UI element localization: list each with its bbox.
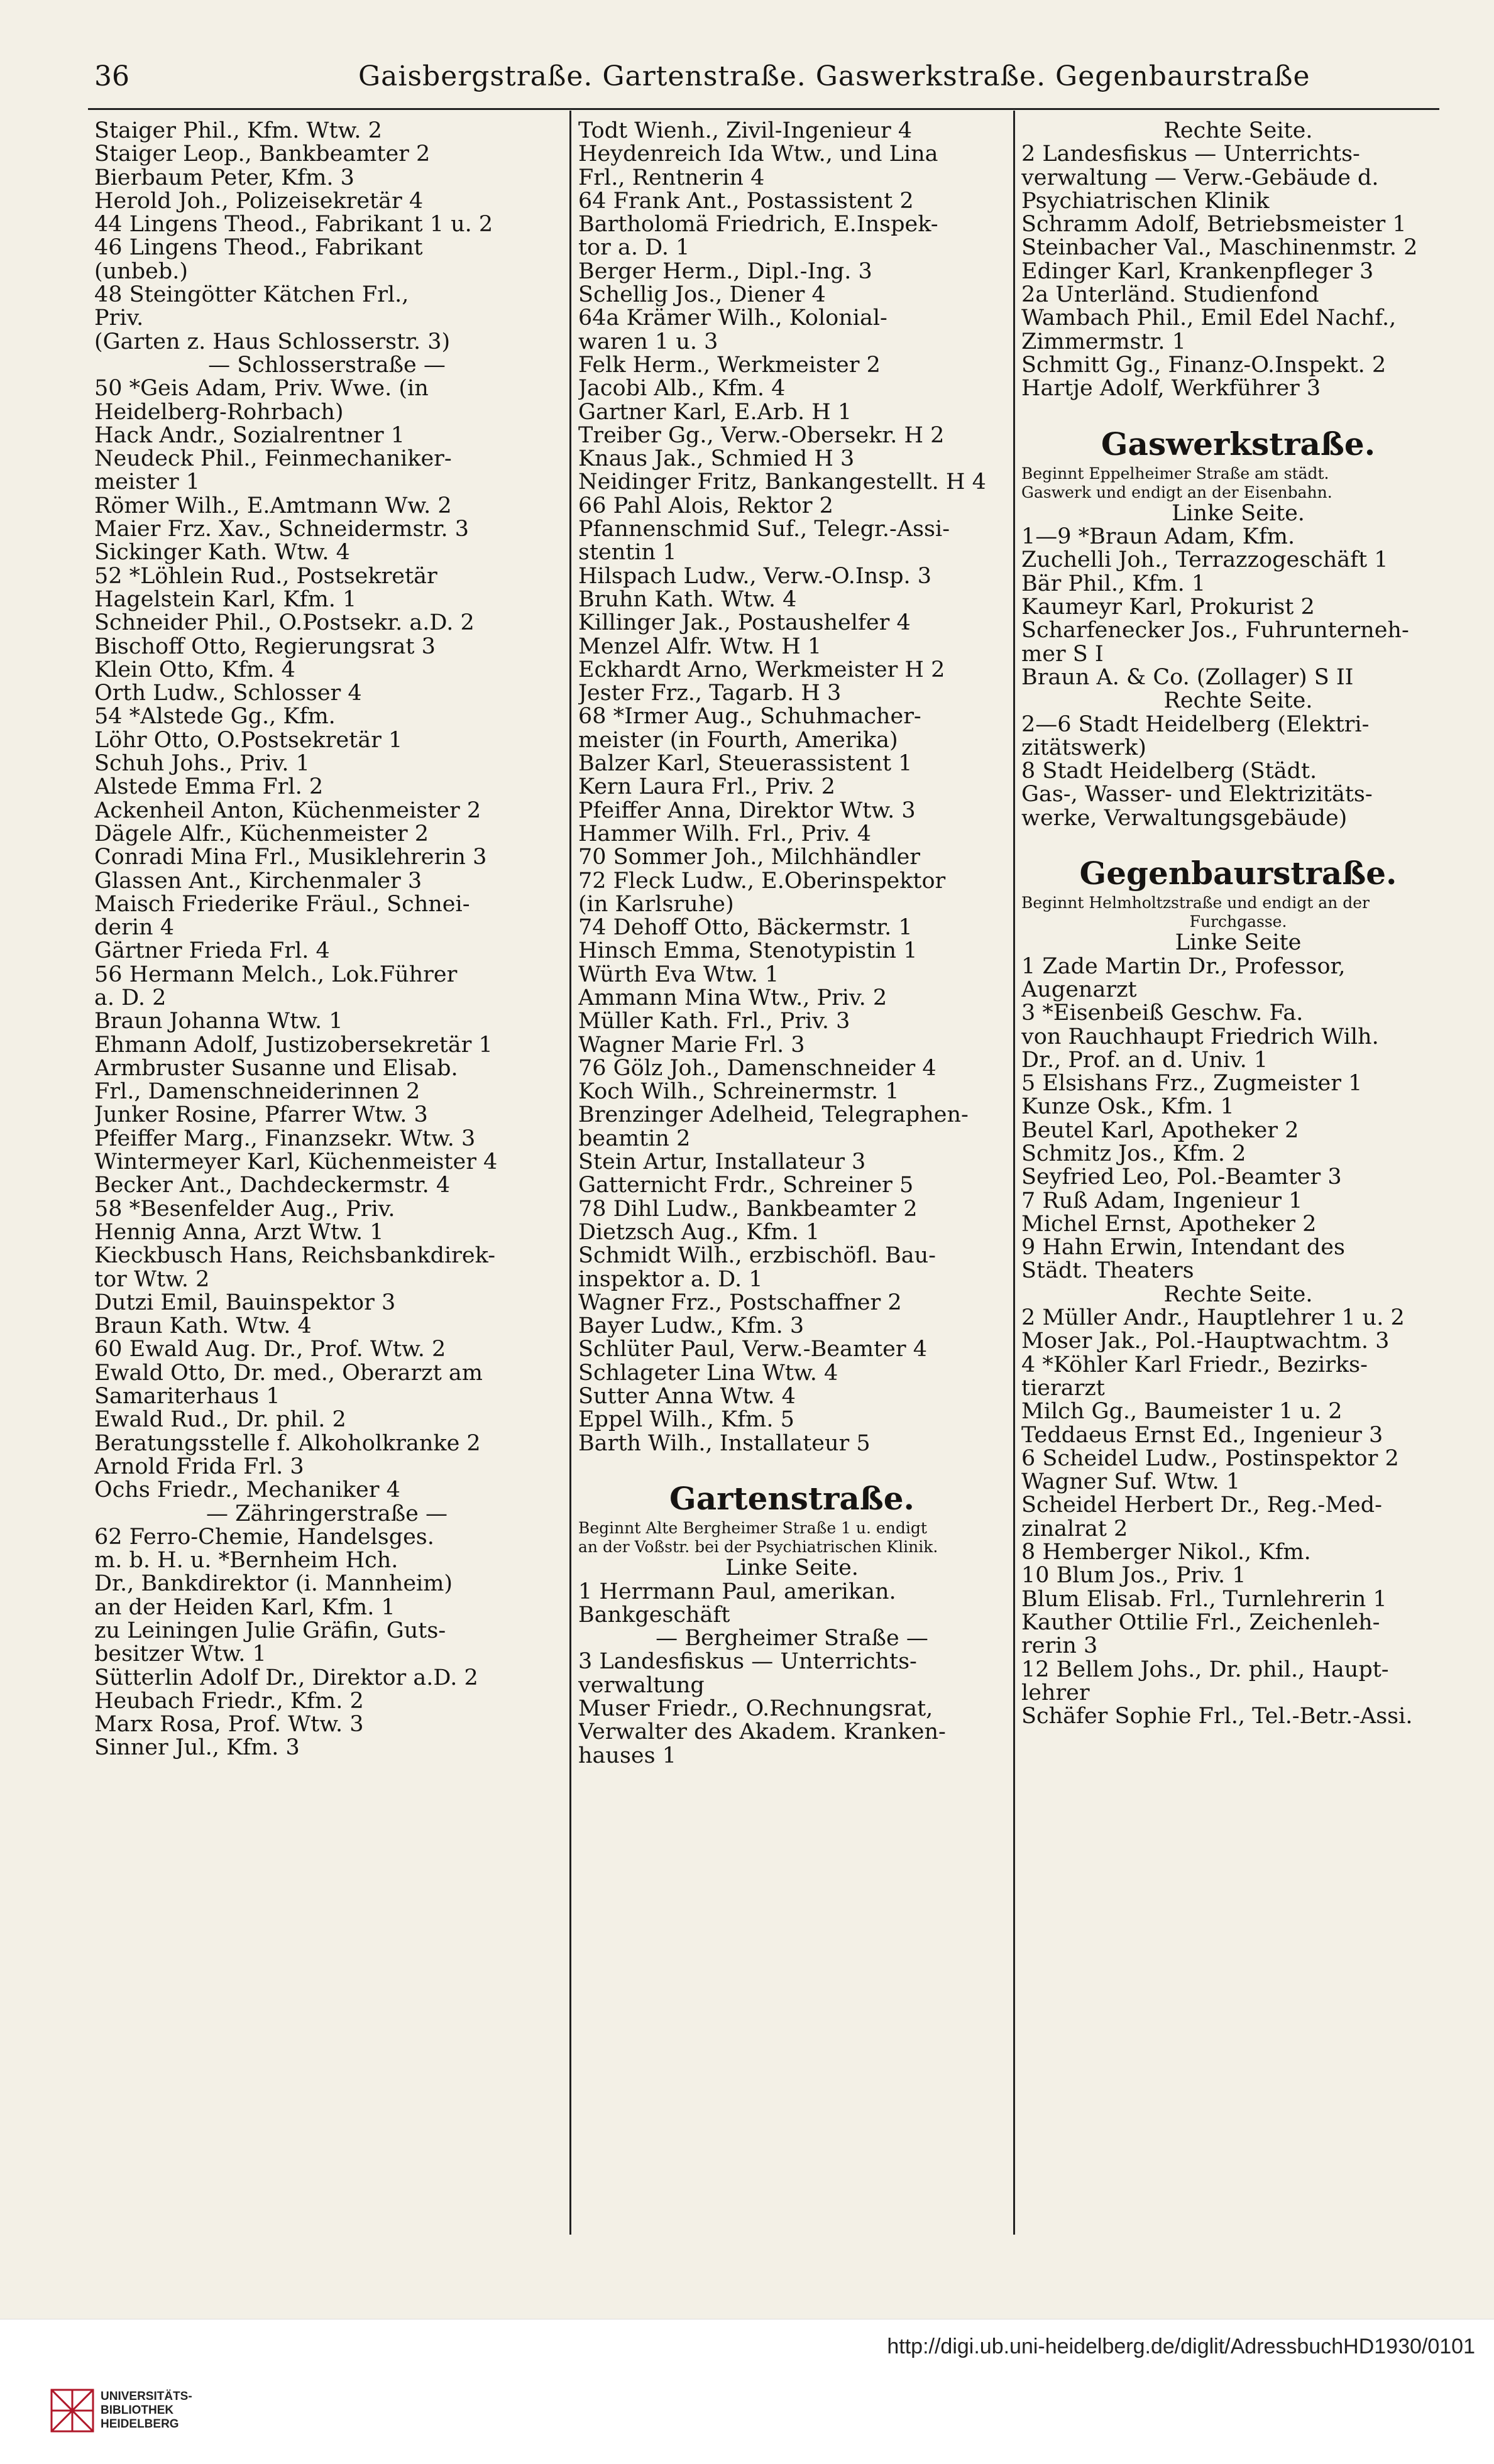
directory-entry-line: an der Heiden Karl, Kfm. 1 bbox=[94, 1596, 395, 1619]
directory-entry-line: Bayer Ludw., Kfm. 3 bbox=[578, 1315, 805, 1339]
directory-entry-line: 64 Frank Ant., Postassistent 2 bbox=[578, 189, 914, 214]
directory-entry-line: Pfeiffer Anna, Direktor Wtw. 3 bbox=[578, 799, 916, 823]
directory-entry-line: 58 *Besenfelder Aug., Priv. bbox=[94, 1197, 395, 1221]
directory-entry-line: Sütterlin Adolf Dr., Direktor a.D. 2 bbox=[94, 1666, 478, 1690]
directory-entry-line bbox=[1021, 401, 1455, 424]
library-name-line: UNIVERSITÄTS- bbox=[101, 2390, 192, 2403]
directory-entry-line: Wagner Marie Frl. 3 bbox=[578, 1033, 805, 1057]
directory-entry-line: 8 Hemberger Nikol., Kfm. bbox=[1021, 1541, 1311, 1565]
directory-entry-line: Schmitt Gg., Finanz-O.Inspekt. 2 bbox=[1021, 353, 1387, 378]
directory-entry-line: Junker Rosine, Pfarrer Wtw. 3 bbox=[94, 1103, 428, 1127]
directory-entry-line: Wagner Suf. Wtw. 1 bbox=[1021, 1470, 1241, 1494]
directory-entry-line: Ackenheil Anton, Küchenmeister 2 bbox=[94, 799, 481, 823]
directory-entry-line: Neidinger Fritz, Bankangestellt. H 4 bbox=[578, 471, 986, 495]
directory-entry-line: 54 *Alstede Gg., Kfm. bbox=[94, 705, 336, 729]
directory-entry-line: Berger Herm., Dipl.-Ing. 3 bbox=[578, 260, 872, 284]
directory-entry-line: Todt Wienh., Zivil-Ingenieur 4 bbox=[578, 119, 913, 143]
page-number: 36 bbox=[94, 60, 129, 92]
directory-entry-line: Heidelberg-Rohrbach) bbox=[94, 400, 344, 424]
directory-entry-line: Neudeck Phil., Feinmechaniker- bbox=[94, 447, 452, 471]
directory-entry-line: 48 Steingötter Kätchen Frl., bbox=[94, 283, 409, 307]
directory-entry-line: Kunze Osk., Kfm. 1 bbox=[1021, 1095, 1234, 1119]
directory-entry-line: Braun Kath. Wtw. 4 bbox=[94, 1315, 312, 1339]
column-left bbox=[94, 119, 559, 1760]
footer-bar bbox=[0, 2319, 1494, 2464]
directory-entry-line: Bruhn Kath. Wtw. 4 bbox=[578, 588, 797, 612]
directory-entry-line: Seyfried Leo, Pol.-Beamter 3 bbox=[1021, 1166, 1342, 1190]
directory-entry-line: werke, Verwaltungsgebäude) bbox=[1021, 806, 1348, 831]
directory-entry-line: — Bergheimer Straße — bbox=[656, 1627, 928, 1651]
directory-entry-line: Brenzinger Adelheid, Telegraphen- bbox=[578, 1103, 969, 1127]
directory-entry-line: Ehmann Adolf, Justizobersekretär 1 bbox=[94, 1033, 493, 1057]
page-header bbox=[94, 60, 1439, 98]
directory-entry-line: Wintermeyer Karl, Küchenmeister 4 bbox=[94, 1151, 498, 1175]
directory-entry-line: Staiger Phil., Kfm. Wtw. 2 bbox=[94, 119, 382, 143]
library-logo-icon bbox=[50, 2389, 94, 2433]
directory-entry-line: Braun A. & Co. (Zollager) S II bbox=[1021, 665, 1354, 690]
directory-entry-line: inspektor a. D. 1 bbox=[578, 1268, 763, 1291]
directory-entry-line: Augenarzt bbox=[1021, 978, 1137, 1002]
directory-entry-line: Balzer Karl, Steuerassistent 1 bbox=[578, 752, 913, 776]
directory-entry-line: Dägele Alfr., Küchenmeister 2 bbox=[94, 822, 429, 846]
directory-entry-line: Rechte Seite. bbox=[1163, 119, 1313, 143]
directory-entry-line: Pfannenschmid Suf., Telegr.-Assi- bbox=[578, 518, 950, 542]
directory-entry-line: Sickinger Kath. Wtw. 4 bbox=[94, 541, 350, 565]
directory-entry-line: Hennig Anna, Arzt Wtw. 1 bbox=[94, 1220, 384, 1245]
directory-entry-line: (Garten z. Haus Schlosserstr. 3) bbox=[94, 330, 451, 354]
directory-entry-line: Glassen Ant., Kirchenmaler 3 bbox=[94, 869, 422, 893]
directory-entry-line: Muser Friedr., O.Rechnungsrat, bbox=[578, 1697, 933, 1721]
directory-entry-line: Kauther Ottilie Frl., Zeichenleh- bbox=[1021, 1611, 1380, 1635]
directory-entry-line: Michel Ernst, Apotheker 2 bbox=[1021, 1212, 1317, 1237]
directory-entry-line: Zuchelli Joh., Terrazzogeschäft 1 bbox=[1021, 549, 1388, 572]
directory-entry-line: Schuh Johs., Priv. 1 bbox=[94, 752, 310, 776]
directory-entry-line: Frl., Rentnerin 4 bbox=[578, 166, 765, 190]
directory-entry-line: 2 Müller Andr., Hauptlehrer 1 u. 2 bbox=[1021, 1306, 1405, 1330]
directory-entry-line: — Zähringerstraße — bbox=[206, 1502, 448, 1526]
directory-entry-line: 70 Sommer Joh., Milchhändler bbox=[578, 846, 921, 870]
directory-entry-line: Verwalter des Akadem. Kranken- bbox=[578, 1721, 946, 1744]
directory-entry-line: Jacobi Alb., Kfm. 4 bbox=[578, 377, 786, 401]
directory-entry-line: 64a Krämer Wilh., Kolonial- bbox=[578, 307, 887, 331]
directory-entry-line: tierarzt bbox=[1021, 1376, 1105, 1401]
directory-entry-line: Staiger Leop., Bankbeamter 2 bbox=[94, 143, 431, 167]
directory-entry-line: Koch Wilh., Schreinermstr. 1 bbox=[578, 1080, 899, 1104]
directory-entry-line: Blum Elisab. Frl., Turnlehrerin 1 bbox=[1021, 1587, 1387, 1611]
directory-entry-line: Samariterhaus 1 bbox=[94, 1385, 280, 1409]
directory-entry-line: verwaltung — Verw.-Gebäude d. bbox=[1021, 166, 1379, 190]
page-title: Gaisbergstraße. Gartenstraße. Gaswerkstraße. Gegenbaurstraße bbox=[358, 60, 1310, 92]
directory-entry-line: Teddaeus Ernst Ed., Ingenieur 3 bbox=[1021, 1423, 1383, 1447]
directory-entry-line: von Rauchhaupt Friedrich Wilh. bbox=[1021, 1025, 1379, 1049]
directory-entry-line: — Schlosserstraße — bbox=[208, 353, 446, 378]
directory-entry-line: Marx Rosa, Prof. Wtw. 3 bbox=[94, 1713, 364, 1737]
directory-entry-line: mer S I bbox=[1021, 642, 1104, 666]
directory-entry-line: Jester Frz., Tagarb. H 3 bbox=[578, 682, 842, 706]
directory-entry-line: Becker Ant., Dachdeckermstr. 4 bbox=[94, 1174, 451, 1198]
directory-entry-line: Killinger Jak., Postaushelfer 4 bbox=[578, 611, 911, 635]
directory-entry-line: 62 Ferro-Chemie, Handelsges. bbox=[94, 1525, 434, 1550]
street-description: Beginnt Eppelheimer Straße am städt. bbox=[1021, 464, 1329, 483]
header-rule bbox=[88, 108, 1439, 110]
directory-entry-line: Milch Gg., Baumeister 1 u. 2 bbox=[1021, 1400, 1343, 1424]
directory-entry-line: 10 Blum Jos., Priv. 1 bbox=[1021, 1564, 1246, 1588]
directory-entry-line: 60 Ewald Aug. Dr., Prof. Wtw. 2 bbox=[94, 1338, 446, 1362]
directory-entry-line: 8 Stadt Heidelberg (Städt. bbox=[1021, 760, 1317, 784]
directory-entry-line: Gatternicht Frdr., Schreiner 5 bbox=[578, 1174, 914, 1198]
directory-entry-line: Bankgeschäft bbox=[578, 1603, 730, 1628]
directory-entry-line bbox=[578, 1455, 1006, 1479]
directory-entry-line: Gärtner Frieda Frl. 4 bbox=[94, 939, 330, 963]
directory-entry-line: Schellig Jos., Diener 4 bbox=[578, 283, 826, 307]
street-description: Furchgasse. bbox=[1189, 912, 1287, 931]
directory-entry-line: waren 1 u. 3 bbox=[578, 330, 718, 354]
directory-entry-line: Alstede Emma Frl. 2 bbox=[94, 775, 324, 799]
directory-entry-line: Menzel Alfr. Wtw. H 1 bbox=[578, 635, 822, 659]
library-name-line: HEIDELBERG bbox=[101, 2417, 179, 2431]
directory-entry-line: Eckhardt Arno, Werkmeister H 2 bbox=[578, 658, 945, 682]
directory-entry-line: a. D. 2 bbox=[94, 986, 167, 1010]
directory-entry-line: Rechte Seite. bbox=[1163, 689, 1313, 713]
directory-entry-line: Kern Laura Frl., Priv. 2 bbox=[578, 775, 835, 799]
directory-entry-line: Sinner Jul., Kfm. 3 bbox=[94, 1736, 300, 1760]
directory-entry-line: (unbeb.) bbox=[94, 260, 189, 284]
directory-entry-line: Armbruster Susanne und Elisab. bbox=[94, 1056, 458, 1081]
directory-entry-line: Römer Wilh., E.Amtmann Ww. 2 bbox=[94, 494, 452, 518]
directory-entry-line: Arnold Frida Frl. 3 bbox=[94, 1455, 304, 1479]
directory-entry-line: Priv. bbox=[94, 307, 144, 331]
directory-entry-line: 12 Bellem Johs., Dr. phil., Haupt- bbox=[1021, 1658, 1389, 1682]
directory-entry-line: 44 Lingens Theod., Fabrikant 1 u. 2 bbox=[94, 213, 493, 237]
directory-entry-line: Wambach Phil., Emil Edel Nachf., bbox=[1021, 307, 1397, 331]
directory-entry-line: (in Karlsruhe) bbox=[578, 892, 734, 917]
directory-entry-line: Knaus Jak., Schmied H 3 bbox=[578, 447, 855, 471]
directory-entry-line: Moser Jak., Pol.-Hauptwachtm. 3 bbox=[1021, 1330, 1390, 1354]
directory-entry-line: Steinbacher Val., Maschinenmstr. 2 bbox=[1021, 236, 1418, 260]
directory-entry-line: 68 *Irmer Aug., Schuhmacher- bbox=[578, 705, 921, 729]
directory-entry-line: Treiber Gg., Verw.-Obersekr. H 2 bbox=[578, 424, 945, 448]
directory-entry-line: Löhr Otto, O.Postsekretär 1 bbox=[94, 728, 403, 753]
directory-entry-line: 2—6 Stadt Heidelberg (Elektri- bbox=[1021, 713, 1370, 736]
directory-entry-line: Braun Johanna Wtw. 1 bbox=[94, 1010, 343, 1034]
directory-entry-line: Schlageter Lina Wtw. 4 bbox=[578, 1361, 838, 1386]
directory-entry-line: Ammann Mina Wtw., Priv. 2 bbox=[578, 986, 887, 1010]
library-name-line: BIBLIOTHEK bbox=[101, 2404, 174, 2417]
directory-entry-line: Hagelstein Karl, Kfm. 1 bbox=[94, 588, 357, 612]
directory-entry-line: Bär Phil., Kfm. 1 bbox=[1021, 572, 1206, 596]
directory-entry-line: Ewald Rud., Dr. phil. 2 bbox=[94, 1408, 346, 1432]
directory-entry-line: zitätswerk) bbox=[1021, 736, 1146, 760]
directory-entry-line: 74 Dehoff Otto, Bäckermstr. 1 bbox=[578, 916, 913, 940]
directory-entry-line: Hammer Wilh. Frl., Priv. 4 bbox=[578, 822, 872, 846]
street-description: Beginnt Helmholtzstraße und endigt an der bbox=[1021, 894, 1370, 912]
directory-entry-line: Schmitz Jos., Kfm. 2 bbox=[1021, 1142, 1246, 1166]
column-right bbox=[1021, 119, 1455, 1728]
street-description: Gaswerk und endigt an der Eisenbahn. bbox=[1021, 483, 1332, 501]
directory-entry-line: 76 Gölz Joh., Damenschneider 4 bbox=[578, 1056, 936, 1081]
directory-entry-line: 3 Landesfiskus — Unterrichts- bbox=[578, 1650, 917, 1674]
directory-entry-line: Orth Ludw., Schlosser 4 bbox=[94, 682, 362, 706]
directory-entry-line: Heydenreich Ida Wtw., und Lina bbox=[578, 143, 938, 167]
directory-entry-line: Wagner Frz., Postschaffner 2 bbox=[578, 1291, 902, 1315]
directory-entry-line: rerin 3 bbox=[1021, 1634, 1098, 1658]
directory-entry-line: beamtin 2 bbox=[578, 1127, 691, 1151]
directory-entry-line: Beutel Karl, Apotheker 2 bbox=[1021, 1119, 1299, 1142]
directory-entry-line: 6 Scheidel Ludw., Postinspektor 2 bbox=[1021, 1447, 1399, 1471]
directory-entry-line: Maier Frz. Xav., Schneidermstr. 3 bbox=[94, 518, 469, 542]
directory-entry-line: Frl., Damenschneiderinnen 2 bbox=[94, 1080, 420, 1104]
directory-entry-line: Maisch Friederike Fräul., Schnei- bbox=[94, 892, 470, 917]
directory-entry-line: Müller Kath. Frl., Priv. 3 bbox=[578, 1010, 850, 1034]
directory-entry-line: Schneider Phil., O.Postsekr. a.D. 2 bbox=[94, 611, 475, 635]
directory-entry-line: derin 4 bbox=[94, 916, 174, 940]
directory-entry-line: 1 Herrmann Paul, amerikan. bbox=[578, 1580, 896, 1604]
directory-entry-line: tor a. D. 1 bbox=[578, 236, 690, 260]
directory-entry-line: Hack Andr., Sozialrentner 1 bbox=[94, 424, 405, 448]
directory-entry-line: zinalrat 2 bbox=[1021, 1517, 1128, 1541]
directory-entry-line: meister 1 bbox=[94, 471, 200, 495]
directory-entry-line: Dr., Bankdirektor (i. Mannheim) bbox=[94, 1572, 453, 1596]
street-heading: Gartenstraße. bbox=[669, 1480, 915, 1518]
directory-entry-line: Städt. Theaters bbox=[1021, 1259, 1194, 1283]
directory-entry-line: Linke Seite bbox=[1175, 931, 1302, 955]
directory-entry-line: Linke Seite. bbox=[725, 1557, 859, 1580]
directory-entry-line: Bierbaum Peter, Kfm. 3 bbox=[94, 166, 354, 190]
directory-entry-line: Felk Herm., Werkmeister 2 bbox=[578, 353, 881, 378]
directory-entry-line: verwaltung bbox=[578, 1673, 705, 1697]
directory-entry-line: Schmidt Wilh., erzbischöfl. Bau- bbox=[578, 1244, 936, 1268]
directory-entry-line: Dietzsch Aug., Kfm. 1 bbox=[578, 1220, 820, 1245]
street-description: Beginnt Alte Bergheimer Straße 1 u. endigt bbox=[578, 1519, 927, 1538]
street-heading: Gegenbaurstraße. bbox=[1079, 855, 1397, 892]
directory-entry-line: besitzer Wtw. 1 bbox=[94, 1643, 266, 1667]
directory-entry-line: 72 Fleck Ludw., E.Oberinspektor bbox=[578, 869, 946, 893]
directory-entry-line: 2a Unterländ. Studienfond bbox=[1021, 283, 1319, 307]
directory-entry-line: 1 Zade Martin Dr., Professor, bbox=[1021, 955, 1346, 978]
directory-entry-line: Schäfer Sophie Frl., Tel.-Betr.-Assi. bbox=[1021, 1705, 1413, 1729]
directory-entry-line: Kieckbusch Hans, Reichsbankdirek- bbox=[94, 1244, 496, 1268]
directory-entry-line: Barth Wilh., Installateur 5 bbox=[578, 1432, 871, 1455]
directory-entry-line: tor Wtw. 2 bbox=[94, 1268, 210, 1291]
column-divider bbox=[1013, 111, 1015, 2235]
directory-entry-line: 5 Elsishans Frz., Zugmeister 1 bbox=[1021, 1072, 1363, 1096]
directory-entry-line: Schlüter Paul, Verw.-Beamter 4 bbox=[578, 1338, 927, 1362]
directory-entry-line: Gartner Karl, E.Arb. H 1 bbox=[578, 400, 852, 424]
directory-entry-line: Kaumeyr Karl, Prokurist 2 bbox=[1021, 596, 1315, 620]
directory-entry-line: Bischoff Otto, Regierungsrat 3 bbox=[94, 635, 436, 659]
directory-entry-line: Pfeiffer Marg., Finanzsekr. Wtw. 3 bbox=[94, 1127, 476, 1151]
directory-entry-line: Beratungsstelle f. Alkoholkranke 2 bbox=[94, 1432, 481, 1455]
directory-entry-line: 1—9 *Braun Adam, Kfm. bbox=[1021, 525, 1295, 549]
directory-entry-line: Dutzi Emil, Bauinspektor 3 bbox=[94, 1291, 396, 1315]
directory-entry-line: stentin 1 bbox=[578, 541, 677, 565]
directory-entry-line: m. b. H. u. *Bernheim Hch. bbox=[94, 1549, 398, 1573]
directory-entry-line: Hinsch Emma, Stenotypistin 1 bbox=[578, 939, 918, 963]
directory-entry-line: Psychiatrischen Klinik bbox=[1021, 189, 1270, 214]
directory-entry-line: meister (in Fourth, Amerika) bbox=[578, 728, 898, 753]
directory-entry-line bbox=[1021, 830, 1455, 853]
directory-entry-line: 9 Hahn Erwin, Intendant des bbox=[1021, 1236, 1345, 1260]
directory-entry-line: Conradi Mina Frl., Musiklehrerin 3 bbox=[94, 846, 487, 870]
column-middle bbox=[578, 119, 1006, 1768]
directory-entry-line: 52 *Löhlein Rud., Postsekretär bbox=[94, 564, 437, 588]
directory-entry-line: Rechte Seite. bbox=[1163, 1283, 1313, 1307]
directory-entry-line: Eppel Wilh., Kfm. 5 bbox=[578, 1408, 794, 1432]
directory-entry-line: Hartje Adolf, Werkführer 3 bbox=[1021, 377, 1321, 401]
directory-entry-line: 78 Dihl Ludw., Bankbeamter 2 bbox=[578, 1197, 918, 1221]
directory-entry-line: 46 Lingens Theod., Fabrikant bbox=[94, 236, 423, 260]
directory-entry-line: Ochs Friedr., Mechaniker 4 bbox=[94, 1479, 400, 1503]
column-divider bbox=[569, 111, 571, 2235]
directory-entry-line: 50 *Geis Adam, Priv. Wwe. (in bbox=[94, 377, 429, 401]
directory-entry-line: 56 Hermann Melch., Lok.Führer bbox=[94, 963, 458, 987]
directory-entry-line: Stein Artur, Installateur 3 bbox=[578, 1151, 866, 1175]
directory-entry-line: Zimmermstr. 1 bbox=[1021, 330, 1186, 354]
street-description: an der Voßstr. bei der Psychiatrischen Klinik. bbox=[578, 1538, 938, 1557]
directory-entry-line: Bartholomä Friedrich, E.Inspek- bbox=[578, 213, 938, 237]
directory-entry-line: zu Leiningen Julie Gräfin, Guts- bbox=[94, 1619, 446, 1643]
directory-entry-line: Scharfenecker Jos., Fuhrunterneh- bbox=[1021, 619, 1409, 643]
directory-entry-line: 4 *Köhler Karl Friedr., Bezirks- bbox=[1021, 1353, 1368, 1377]
directory-entry-line: Heubach Friedr., Kfm. 2 bbox=[94, 1689, 364, 1714]
source-url-link[interactable]: http://digi.ub.uni-heidelberg.de/diglit/AdressbuchHD1930/0101 bbox=[887, 2335, 1475, 2358]
library-name bbox=[101, 2390, 192, 2431]
directory-entry-line: Gas-, Wasser- und Elektrizitäts- bbox=[1021, 783, 1373, 807]
directory-entry-line: Schramm Adolf, Betriebsmeister 1 bbox=[1021, 213, 1407, 237]
directory-entry-line: lehrer bbox=[1021, 1681, 1090, 1706]
directory-entry-line: Sutter Anna Wtw. 4 bbox=[578, 1385, 796, 1409]
directory-entry-line: Linke Seite. bbox=[1172, 501, 1305, 526]
directory-entry-line: Würth Eva Wtw. 1 bbox=[578, 963, 779, 987]
directory-entry-line: Klein Otto, Kfm. 4 bbox=[94, 658, 295, 682]
directory-entry-line: Scheidel Herbert Dr., Reg.-Med- bbox=[1021, 1494, 1382, 1518]
directory-entry-line: 66 Pahl Alois, Rektor 2 bbox=[578, 494, 833, 518]
directory-entry-line: Dr., Prof. an d. Univ. 1 bbox=[1021, 1048, 1268, 1073]
directory-entry-line: 2 Landesfiskus — Unterrichts- bbox=[1021, 143, 1360, 167]
directory-entry-line: Hilspach Ludw., Verw.-O.Insp. 3 bbox=[578, 564, 932, 588]
directory-entry-line: Herold Joh., Polizeisekretär 4 bbox=[94, 189, 424, 214]
directory-entry-line: Ewald Otto, Dr. med., Oberarzt am bbox=[94, 1361, 483, 1386]
directory-entry-line: hauses 1 bbox=[578, 1744, 676, 1768]
directory-entry-line: 7 Ruß Adam, Ingenieur 1 bbox=[1021, 1189, 1303, 1213]
directory-entry-line: 3 *Eisenbeiß Geschw. Fa. bbox=[1021, 1002, 1304, 1026]
street-heading: Gaswerkstraße. bbox=[1101, 425, 1376, 463]
directory-entry-line: Edinger Karl, Krankenpfleger 3 bbox=[1021, 260, 1374, 284]
